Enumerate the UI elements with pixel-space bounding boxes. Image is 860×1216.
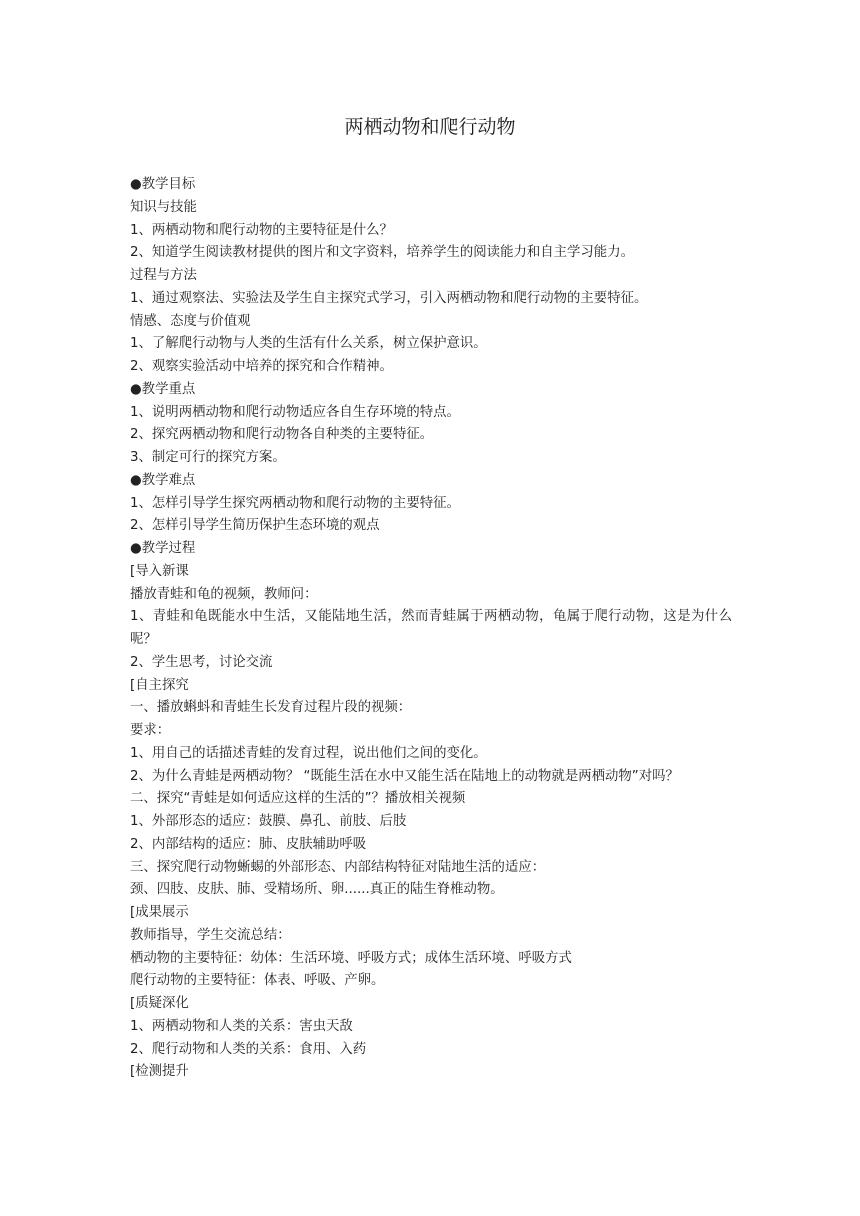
paragraph-line: 要求： bbox=[130, 723, 171, 738]
paragraph-line: 2、内部结构的适应：肺、皮肤辅助呼吸 bbox=[130, 836, 367, 852]
paragraph-line: 2、知道学生阅读教材提供的图片和文字资料，培养学生的阅读能力和自主学习能力。 bbox=[130, 245, 634, 261]
section-heading-difficulties: ●教学难点 bbox=[130, 472, 196, 488]
subheading-attitude-values: 情感、态度与价值观 bbox=[130, 313, 251, 329]
section-heading-teaching-process: ●教学过程 bbox=[130, 541, 196, 556]
paragraph-line: 1、两栖动物和人类的关系：害虫天敌 bbox=[130, 1018, 353, 1034]
paragraph-line: 1、了解爬行动物与人类的生活有什么关系，树立保护意识。 bbox=[130, 336, 487, 352]
paragraph-line: 2、探究两栖动物和爬行动物各自种类的主要特征。 bbox=[130, 427, 434, 443]
paragraph-line: 二、探究“青蛙是如何适应这样的生活的”？播放相关视频 bbox=[130, 791, 466, 807]
section-heading-teaching-goals: ●教学目标 bbox=[130, 177, 196, 192]
document-body bbox=[130, 174, 732, 1084]
subheading-intro: [导入新课 bbox=[130, 563, 189, 579]
paragraph-line: 2、学生思考，讨论交流 bbox=[130, 654, 273, 670]
paragraph-line: 播放青蛙和龟的视频，教师问： bbox=[130, 586, 318, 602]
subheading-knowledge-skills: 知识与技能 bbox=[130, 199, 197, 215]
paragraph-line: 1、通过观察法、实验法及学生自主探究式学习，引入两栖动物和爬行动物的主要特征。 bbox=[130, 290, 648, 306]
paragraph-line: 1、说明两栖动物和爬行动物适应各自生存环境的特点。 bbox=[130, 404, 460, 420]
paragraph-line: 3、制定可行的探究方案。 bbox=[130, 450, 286, 465]
paragraph-line: 2、怎样引导学生简历保护生态环境的观点 bbox=[130, 518, 380, 534]
subheading-process-methods: 过程与方法 bbox=[130, 268, 197, 283]
paragraph-line: 爬行动物的主要特征：体表、呼吸、产卵。 bbox=[130, 973, 385, 989]
section-heading-key-points: ●教学重点 bbox=[130, 381, 196, 397]
subheading-self-exploration: [自主探究 bbox=[130, 677, 189, 693]
paragraph-line: 2、爬行动物和人类的关系：食用、入药 bbox=[130, 1041, 367, 1057]
paragraph-line: 一、播放蝌蚪和青蛙生长发育过程片段的视频： bbox=[130, 700, 412, 716]
paragraph-line: 1、青蛙和龟既能水中生活，又能陆地生活，然而青蛙属于两栖动物，龟属于爬行动物，这是为什么呢？ bbox=[130, 609, 732, 647]
subheading-assessment: [检测提升 bbox=[130, 1064, 189, 1080]
paragraph-line: 教师指导，学生交流总结： bbox=[130, 927, 291, 943]
paragraph-line: 栖动物的主要特征：幼体：生活环境、呼吸方式；成体生活环境、呼吸方式 bbox=[130, 950, 572, 966]
paragraph-line: 1、外部形态的适应：鼓膜、鼻孔、前肢、后肢 bbox=[130, 814, 407, 829]
paragraph-line: 1、用自己的话描述青蛙的发育过程，说出他们之间的变化。 bbox=[130, 745, 487, 761]
paragraph-line: 2、观察实验活动中培养的探究和合作精神。 bbox=[130, 359, 393, 374]
paragraph-line: 三、探究爬行动物蜥蜴的外部形态、内部结构特征对陆地生活的适应： bbox=[130, 859, 546, 875]
subheading-results: [成果展示 bbox=[130, 905, 189, 920]
subheading-questioning: [质疑深化 bbox=[130, 996, 189, 1011]
page-title: 两栖动物和爬行动物 bbox=[344, 116, 516, 138]
paragraph-line: 颈、四肢、皮肤、肺、受精场所、卵......真正的陆生脊椎动物。 bbox=[130, 882, 504, 898]
paragraph-line: 1、两栖动物和爬行动物的主要特征是什么？ bbox=[130, 222, 393, 238]
paragraph-line: 2、为什么青蛙是两栖动物？ “既能生活在水中又能生活在陆地上的动物就是两栖动物”对吗？ bbox=[130, 768, 679, 784]
paragraph-line: 1、怎样引导学生探究两栖动物和爬行动物的主要特征。 bbox=[130, 495, 460, 511]
